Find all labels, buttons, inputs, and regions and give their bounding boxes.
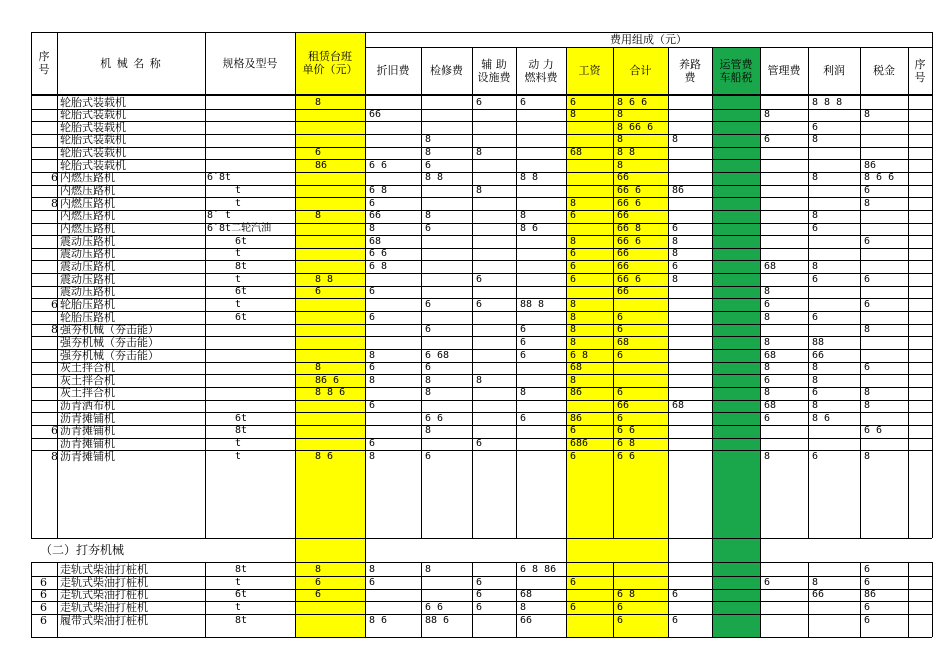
row-cell: 68 bbox=[764, 400, 777, 412]
row-machine-name: 沥青摊铺机 bbox=[60, 449, 115, 463]
row-cell: 6 bbox=[425, 223, 432, 234]
row-cell: 8 6 bbox=[812, 412, 831, 424]
row-cell: 6 bbox=[617, 349, 624, 361]
row-cell: 6 bbox=[369, 438, 376, 450]
row-cell: 8 6 6 bbox=[864, 172, 895, 184]
row-machine-name: 轮胎式装载机 bbox=[60, 158, 126, 172]
row-cell: 8 bbox=[812, 172, 819, 184]
row-machine-name: 沥青洒布机 bbox=[60, 399, 115, 413]
row-cell: 68 bbox=[617, 336, 630, 348]
row-cell: 6 bbox=[864, 564, 871, 575]
row-cell: 8 bbox=[672, 235, 679, 247]
row-cell: 6 bbox=[617, 311, 624, 323]
row-cell: 6 bbox=[617, 412, 624, 424]
row-cell: 6 bbox=[520, 336, 527, 348]
row-cell: 8 8 6 bbox=[315, 387, 346, 399]
row-cell: 8 bbox=[812, 576, 819, 588]
row-cell: 66 bbox=[617, 286, 630, 298]
row-cell: 8 bbox=[425, 147, 432, 159]
row-cell: 8 bbox=[864, 400, 871, 412]
header-aux: 辅 助 设施费 bbox=[477, 57, 511, 84]
row-cell: 6 6 bbox=[617, 425, 636, 437]
row-cell: 68 bbox=[764, 260, 777, 272]
row-spec: 6t bbox=[235, 235, 248, 247]
row-cell: 8 bbox=[764, 311, 771, 323]
row-spec: t bbox=[235, 438, 242, 450]
row-spec: 8` t bbox=[207, 210, 232, 222]
row-cell: 68 bbox=[570, 362, 583, 374]
row-cell: 8 bbox=[369, 450, 376, 462]
row-cell: 8 bbox=[369, 374, 376, 386]
row-cell: 8 bbox=[672, 273, 679, 285]
row-machine-name: 走轨式柴油打桩机 bbox=[60, 600, 148, 614]
row-seq: 6 bbox=[40, 575, 47, 589]
row-machine-name: 走轨式柴油打桩机 bbox=[60, 563, 148, 576]
row-seq: 8 bbox=[51, 323, 58, 337]
row-cell: 66 8 bbox=[617, 223, 642, 234]
row-cell: 8 bbox=[764, 336, 771, 348]
row-cell: 6 8 bbox=[369, 260, 388, 272]
header-spec: 规格及型号 bbox=[222, 56, 278, 70]
row-cell: 66 bbox=[617, 210, 630, 222]
row-machine-name: 轮胎式装载机 bbox=[60, 146, 126, 160]
row-machine-name: 轮胎式装载机 bbox=[60, 95, 126, 109]
header-profit: 利润 bbox=[823, 64, 845, 77]
row-cell: 6 bbox=[369, 311, 376, 323]
row-seq: 6 bbox=[40, 588, 47, 602]
row-cell: 6 bbox=[315, 589, 322, 601]
row-cell: 6 bbox=[672, 260, 679, 272]
header-repair: 检修费 bbox=[430, 64, 463, 77]
row-cell: 8 bbox=[864, 387, 871, 399]
row-machine-name: 轮胎式装载机 bbox=[60, 133, 126, 147]
row-cell: 8 8 bbox=[520, 172, 539, 184]
row-cell: 88 6 bbox=[425, 614, 450, 626]
row-cell: 68 bbox=[764, 349, 777, 361]
row-cell: 6 bbox=[315, 286, 322, 298]
header-seq: 序 号 bbox=[38, 50, 50, 76]
row-seq: 6 bbox=[40, 600, 47, 614]
row-cell: 8 bbox=[570, 235, 577, 247]
row-cell: 86 bbox=[315, 159, 328, 171]
row-cell: 6 bbox=[476, 589, 483, 601]
row-cell: 68 bbox=[672, 400, 685, 412]
row-cell: 6 bbox=[476, 576, 483, 588]
row-cell: 6 bbox=[672, 589, 679, 601]
row-cell: 66 bbox=[369, 210, 382, 222]
row-cell: 6 bbox=[520, 412, 527, 424]
row-cell: 8 bbox=[812, 134, 819, 146]
header-wage: 工资 bbox=[578, 64, 601, 77]
row-spec: t bbox=[235, 185, 242, 197]
row-cell: 8 6 6 bbox=[617, 96, 648, 108]
header-management: 管理费 bbox=[767, 64, 801, 77]
row-cell: 8 bbox=[672, 134, 679, 146]
row-cell: 6 bbox=[764, 374, 771, 386]
row-cell: 6 bbox=[764, 576, 771, 588]
row-cell: 8 bbox=[369, 223, 376, 234]
row-cell: 6 6 bbox=[369, 248, 388, 260]
row-cell: 66 bbox=[812, 589, 825, 601]
row-cell: 6 bbox=[520, 324, 527, 336]
row-spec: t bbox=[235, 273, 242, 285]
row-spec: 6t bbox=[235, 311, 248, 323]
row-cell: 8 bbox=[570, 298, 577, 310]
row-cell: 8 bbox=[864, 450, 871, 462]
row-cell: 8 bbox=[617, 109, 624, 121]
header-depreciation: 折旧费 bbox=[376, 64, 410, 77]
row-cell: 8 bbox=[315, 362, 322, 374]
row-cell: 6 8 bbox=[369, 185, 388, 197]
row-cell: 8 bbox=[570, 336, 577, 348]
row-cell: 8 6 bbox=[369, 614, 388, 626]
row-cell: 8 bbox=[812, 374, 819, 386]
row-cell: 8 bbox=[764, 387, 771, 399]
row-cell: 68 bbox=[520, 589, 533, 601]
row-cell: 6 8 bbox=[617, 438, 636, 450]
row-cell: 6 bbox=[369, 576, 376, 588]
row-spec: 6t bbox=[235, 589, 248, 601]
row-cell: 6 bbox=[864, 601, 871, 613]
row-cell: 6 bbox=[672, 614, 679, 626]
row-machine-name: 震动压路机 bbox=[60, 247, 115, 261]
row-cell: 686 bbox=[570, 438, 589, 450]
row-cell: 8 bbox=[812, 362, 819, 374]
row-cell: 6 bbox=[672, 223, 679, 234]
row-cell: 6 bbox=[570, 260, 577, 272]
row-cell: 8 bbox=[425, 374, 432, 386]
row-cell: 6 bbox=[864, 362, 871, 374]
row-machine-name: 震动压路机 bbox=[60, 285, 115, 299]
row-cell: 6 bbox=[315, 147, 322, 159]
row-cell: 66 bbox=[520, 614, 533, 626]
row-spec: 8t bbox=[235, 425, 248, 437]
row-cell: 8 bbox=[864, 197, 871, 209]
row-machine-name: 沥青摊铺机 bbox=[60, 437, 115, 451]
row-cell: 6 bbox=[570, 273, 577, 285]
row-cell: 6 6 bbox=[369, 159, 388, 171]
row-cell: 8 6 bbox=[520, 223, 539, 234]
row-cell: 6 bbox=[812, 311, 819, 323]
row-spec: t bbox=[235, 298, 242, 310]
section-band-mid2 bbox=[668, 538, 712, 562]
section-title: （二）打夯机械 bbox=[40, 543, 125, 557]
row-cell: 8 bbox=[315, 96, 322, 108]
row-cell: 8 6 bbox=[315, 450, 334, 462]
row-cell: 6 bbox=[617, 614, 624, 626]
row-cell: 8 bbox=[764, 286, 771, 298]
row-cell: 8 bbox=[617, 159, 624, 171]
row-seq: 8 bbox=[51, 196, 58, 210]
row-cell: 6 6 bbox=[864, 425, 883, 437]
row-cell: 8 bbox=[570, 374, 577, 386]
row-seq: 6 bbox=[51, 297, 58, 311]
row-cell: 6 bbox=[864, 298, 871, 310]
row-cell: 6 bbox=[864, 235, 871, 247]
row-spec: 6`8t bbox=[207, 172, 232, 184]
row-machine-name: 内燃压路机 bbox=[60, 222, 115, 235]
row-machine-name: 轮胎式装载机 bbox=[60, 120, 126, 134]
row-cell: 8 bbox=[425, 134, 432, 146]
row-cell: 88 8 bbox=[520, 298, 545, 310]
row-machine-name: 内燃压路机 bbox=[60, 209, 115, 223]
row-machine-name: 履带式柴油打桩机 bbox=[60, 613, 148, 627]
row-spec: 6t bbox=[235, 286, 248, 298]
rent-column-fill bbox=[295, 32, 365, 637]
row-cell: 6 bbox=[570, 210, 577, 222]
row-machine-name: 走轨式柴油打桩机 bbox=[60, 588, 148, 602]
row-cell: 6 bbox=[864, 185, 871, 197]
row-cell: 66 6 bbox=[617, 197, 642, 209]
row-machine-name: 灰土拌合机 bbox=[60, 386, 115, 400]
row-cell: 8 8 bbox=[425, 172, 444, 184]
row-cell: 8 bbox=[764, 362, 771, 374]
row-cell: 66 bbox=[617, 248, 630, 260]
row-cell: 6 bbox=[369, 197, 376, 209]
row-cell: 6 bbox=[369, 286, 376, 298]
row-cell: 8 bbox=[425, 425, 432, 437]
header-fuel: 动 力 燃料费 bbox=[524, 57, 558, 84]
row-cell: 6 bbox=[617, 387, 624, 399]
row-spec: t bbox=[235, 248, 242, 260]
row-machine-name: 震动压路机 bbox=[60, 234, 115, 248]
row-cell: 66 bbox=[369, 109, 382, 121]
row-cell: 6 8 86 bbox=[520, 564, 557, 575]
header-name: 机 械 名 称 bbox=[100, 56, 162, 70]
row-machine-name: 内燃压路机 bbox=[60, 196, 115, 210]
row-cell: 8 8 bbox=[617, 147, 636, 159]
row-cell: 8 bbox=[672, 248, 679, 260]
row-cell: 8 bbox=[476, 147, 483, 159]
row-cell: 6 bbox=[617, 601, 624, 613]
row-cell: 8 8 8 bbox=[812, 96, 843, 108]
row-machine-name: 沥青摊铺机 bbox=[60, 411, 115, 425]
row-cell: 86 bbox=[570, 387, 583, 399]
row-spec: t bbox=[235, 197, 242, 209]
row-cell: 6 bbox=[864, 273, 871, 285]
row-machine-name: 走轨式柴油打桩机 bbox=[60, 575, 148, 589]
row-cell: 66 bbox=[617, 260, 630, 272]
section-band-right bbox=[760, 538, 932, 562]
row-machine-name: 内燃压路机 bbox=[60, 184, 115, 198]
row-cell: 6 bbox=[812, 450, 819, 462]
row-cell: 6 bbox=[425, 159, 432, 171]
row-machine-name: 内燃压路机 bbox=[60, 171, 115, 185]
row-cell: 6 bbox=[570, 601, 577, 613]
row-cell: 6 bbox=[520, 96, 527, 108]
header-transport-tax: 运管费 车船税 bbox=[719, 57, 753, 84]
row-spec: t bbox=[235, 576, 242, 588]
row-cell: 6 bbox=[570, 450, 577, 462]
row-cell: 86 bbox=[672, 185, 685, 197]
section-band-mid bbox=[365, 538, 566, 562]
row-cell: 8 bbox=[617, 134, 624, 146]
row-cell: 8 66 6 bbox=[617, 121, 654, 133]
row-spec: 6t bbox=[235, 412, 248, 424]
row-cell: 6 bbox=[315, 576, 322, 588]
row-cell: 66 6 bbox=[617, 185, 642, 197]
row-cell: 6 bbox=[864, 614, 871, 626]
row-cell: 8 bbox=[812, 210, 819, 222]
header-road-fee: 养路 费 bbox=[679, 57, 701, 84]
row-cell: 8 bbox=[315, 210, 322, 222]
row-machine-name: 轮胎压路机 bbox=[60, 310, 115, 324]
row-cell: 6 8 bbox=[570, 349, 589, 361]
row-machine-name: 震动压路机 bbox=[60, 259, 115, 273]
row-cell: 6 bbox=[617, 324, 624, 336]
row-cell: 8 bbox=[520, 601, 527, 613]
row-cell: 88 bbox=[812, 336, 825, 348]
row-cell: 66 6 bbox=[617, 235, 642, 247]
row-cell: 8 bbox=[764, 450, 771, 462]
row-cell: 86 bbox=[864, 589, 877, 601]
row-cell: 6 bbox=[764, 412, 771, 424]
row-cell: 8 8 bbox=[315, 273, 334, 285]
row-cell: 6 bbox=[764, 134, 771, 146]
row-cell: 8 bbox=[812, 260, 819, 272]
row-cell: 8 bbox=[570, 324, 577, 336]
row-cell: 8 bbox=[864, 324, 871, 336]
row-cell: 6 bbox=[425, 450, 432, 462]
row-cell: 6 bbox=[369, 362, 376, 374]
row-cell: 6 6 bbox=[425, 412, 444, 424]
row-cell: 86 bbox=[570, 412, 583, 424]
row-spec: 8t bbox=[235, 260, 248, 272]
row-machine-name: 灰土拌合机 bbox=[60, 373, 115, 387]
row-cell: 6 bbox=[476, 438, 483, 450]
row-cell: 6 bbox=[570, 248, 577, 260]
row-cell: 6 bbox=[476, 273, 483, 285]
row-cell: 66 6 bbox=[617, 273, 642, 285]
row-cell: 86 6 bbox=[315, 374, 340, 386]
row-cell: 68 bbox=[570, 147, 583, 159]
row-cell: 8 bbox=[425, 564, 432, 575]
row-cell: 68 bbox=[369, 235, 382, 247]
row-cell: 8 bbox=[369, 349, 376, 361]
row-cell: 8 bbox=[315, 564, 322, 575]
row-machine-name: 强夯机械（夯击能） bbox=[60, 348, 159, 362]
row-cell: 6 bbox=[812, 121, 819, 133]
row-cell: 66 bbox=[812, 349, 825, 361]
header-tax: 税金 bbox=[873, 64, 895, 77]
row-cell: 6 bbox=[812, 273, 819, 285]
header-seq-right: 序 号 bbox=[914, 57, 926, 84]
row-cell: 6 bbox=[570, 96, 577, 108]
row-cell: 8 bbox=[520, 387, 527, 399]
row-seq: 6 bbox=[40, 613, 47, 627]
row-cell: 6 bbox=[369, 400, 376, 412]
row-cell: 8 bbox=[476, 374, 483, 386]
row-cell: 8 bbox=[570, 197, 577, 209]
row-cell: 6 8 bbox=[617, 589, 636, 601]
header-rent: 租赁台班 单价（元） bbox=[302, 50, 358, 76]
row-cell: 6 bbox=[764, 298, 771, 310]
row-cell: 66 bbox=[617, 172, 630, 184]
row-cell: 6 6 bbox=[617, 450, 636, 462]
row-cell: 6 bbox=[812, 223, 819, 234]
row-cell: 6 bbox=[812, 387, 819, 399]
row-machine-name: 轮胎式装载机 bbox=[60, 108, 126, 122]
row-machine-name: 轮胎压路机 bbox=[60, 297, 115, 311]
row-cell: 8 bbox=[864, 109, 871, 121]
row-seq: 6 bbox=[51, 424, 58, 438]
header-cost-group: 费用组成（元） bbox=[610, 33, 687, 46]
row-cell: 6 bbox=[570, 576, 577, 588]
row-spec: t bbox=[235, 601, 242, 613]
row-cell: 8 bbox=[570, 311, 577, 323]
row-cell: 6 bbox=[520, 349, 527, 361]
row-machine-name: 灰土拌合机 bbox=[60, 361, 115, 375]
row-cell: 66 bbox=[617, 400, 630, 412]
road-fee-column-fill bbox=[712, 47, 760, 637]
row-cell: 6 bbox=[425, 324, 432, 336]
row-cell: 86 bbox=[864, 159, 877, 171]
row-cell: 6 bbox=[476, 601, 483, 613]
row-machine-name: 强夯机械（夯击能） bbox=[60, 335, 159, 349]
row-cell: 6 bbox=[425, 298, 432, 310]
row-cell: 8 bbox=[476, 185, 483, 197]
row-cell: 8 bbox=[764, 109, 771, 121]
row-seq: 6 bbox=[51, 171, 58, 185]
row-cell: 6 68 bbox=[425, 349, 450, 361]
row-cell: 8 bbox=[425, 387, 432, 399]
row-cell: 8 bbox=[425, 210, 432, 222]
row-cell: 6 bbox=[476, 96, 483, 108]
row-machine-name: 沥青摊铺机 bbox=[60, 424, 115, 438]
row-cell: 8 bbox=[520, 210, 527, 222]
row-cell: 8 bbox=[570, 109, 577, 121]
row-cell: 8 bbox=[812, 400, 819, 412]
row-spec: 6`8t二轮汽油 bbox=[207, 223, 272, 234]
row-machine-name: 震动压路机 bbox=[60, 272, 115, 286]
row-spec: 8t bbox=[235, 614, 248, 626]
row-machine-name: 强夯机械（夯击能） bbox=[60, 323, 159, 337]
row-cell: 6 bbox=[476, 298, 483, 310]
row-cell: 6 6 bbox=[425, 601, 444, 613]
row-cell: 8 bbox=[369, 564, 376, 575]
row-spec: 8t bbox=[235, 564, 248, 575]
row-cell: 6 bbox=[425, 362, 432, 374]
row-seq: 8 bbox=[51, 449, 58, 463]
row-spec: t bbox=[235, 450, 242, 462]
header-total: 合计 bbox=[629, 64, 652, 77]
row-cell: 6 bbox=[864, 576, 871, 588]
row-cell: 6 bbox=[570, 425, 577, 437]
